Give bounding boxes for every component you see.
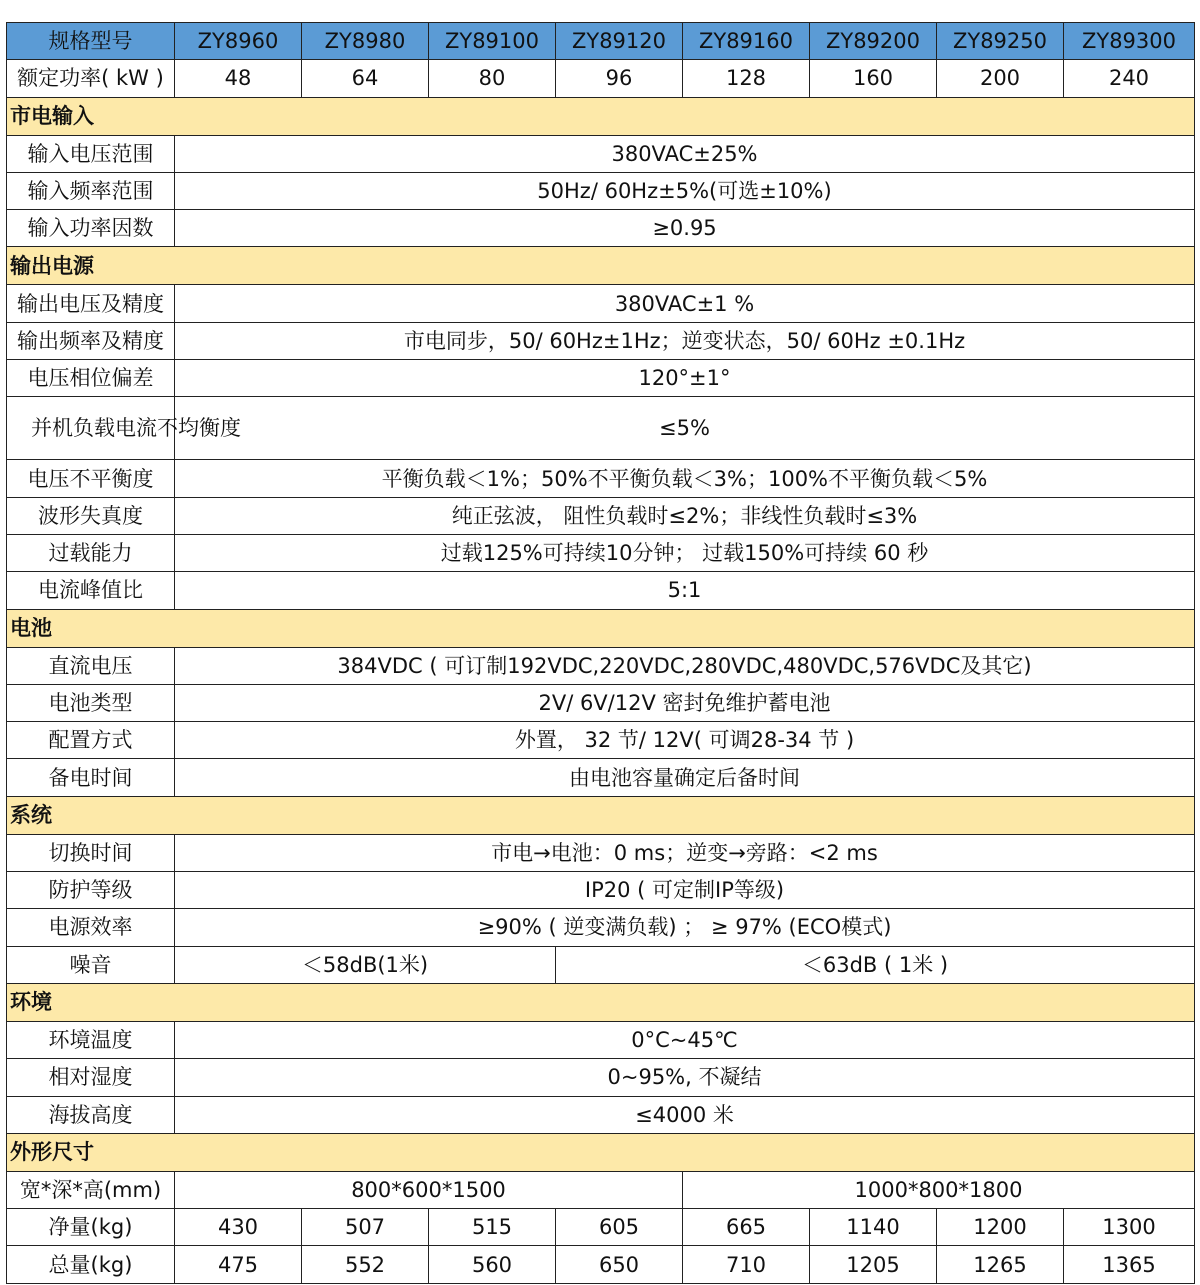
row-label: 相对湿度	[7, 1059, 175, 1096]
table-row	[7, 1059, 1195, 1096]
row-value: 纯正弦波， 阻性负载时≤2%；非线性负载时≤3%	[175, 497, 1195, 534]
weight-value: 515	[429, 1209, 556, 1246]
table-row	[7, 834, 1195, 871]
weight-value: 1365	[1064, 1246, 1195, 1283]
table-row	[7, 1096, 1195, 1133]
power-value: 96	[556, 60, 683, 97]
table-row	[7, 135, 1195, 172]
row-label: 环境温度	[7, 1021, 175, 1058]
row-value: 384VDC ( 可订制192VDC,220VDC,280VDC,480VDC,576VDC及其它)	[175, 647, 1195, 684]
row-value: 市电→电池：0 ms；逆变→旁路：<2 ms	[175, 834, 1195, 871]
row-label: 电压相位偏差	[7, 360, 175, 397]
weight-value: 1265	[937, 1246, 1064, 1283]
net-weight-row	[7, 1209, 1195, 1246]
row-value: 0~95%, 不凝结	[175, 1059, 1195, 1096]
model-header: ZY8980	[302, 23, 429, 60]
weight-value: 650	[556, 1246, 683, 1283]
table-row	[7, 572, 1195, 609]
table-row	[7, 872, 1195, 909]
row-value: 380VAC±1 %	[175, 285, 1195, 322]
row-value: 过载125%可持续10分钟； 过载150%可持续 60 秒	[175, 534, 1195, 571]
row-label: 输出频率及精度	[7, 322, 175, 359]
row-label: 输入电压范围	[7, 135, 175, 172]
weight-value: 552	[302, 1246, 429, 1283]
header-row	[7, 23, 1195, 60]
table-row	[7, 1021, 1195, 1058]
table-row	[7, 210, 1195, 247]
model-header: ZY89100	[429, 23, 556, 60]
table-row	[7, 722, 1195, 759]
row-label: 噪音	[7, 946, 175, 983]
row-value: ≥0.95	[175, 210, 1195, 247]
model-header: ZY89250	[937, 23, 1064, 60]
weight-value: 1300	[1064, 1209, 1195, 1246]
row-value: ≥90% ( 逆变满负载) ； ≥ 97% (ECO模式)	[175, 909, 1195, 946]
table-row	[7, 360, 1195, 397]
weight-value: 665	[683, 1209, 810, 1246]
weight-value: 1200	[937, 1209, 1064, 1246]
row-label: 总量(kg)	[7, 1246, 175, 1283]
row-label: 净量(kg)	[7, 1209, 175, 1246]
model-header: ZY8960	[175, 23, 302, 60]
table-row	[7, 397, 1195, 460]
row-label: 输入频率范围	[7, 172, 175, 209]
section-battery	[7, 609, 1195, 647]
power-value: 80	[429, 60, 556, 97]
rated-power-row	[7, 60, 1195, 97]
row-value: 800*600*1500	[175, 1171, 683, 1208]
model-header: ZY89300	[1064, 23, 1195, 60]
section-input	[7, 97, 1195, 135]
power-value: 200	[937, 60, 1064, 97]
power-value: 48	[175, 60, 302, 97]
section-title: 环境	[7, 983, 1195, 1021]
row-value: IP20 ( 可定制IP等级)	[175, 872, 1195, 909]
weight-value: 507	[302, 1209, 429, 1246]
row-label: 电压不平衡度	[7, 460, 175, 497]
row-value: 由电池容量确定后备时间	[175, 759, 1195, 796]
table-row	[7, 1171, 1195, 1208]
table-row	[7, 460, 1195, 497]
table-row	[7, 285, 1195, 322]
row-label: 输入功率因数	[7, 210, 175, 247]
row-label: 配置方式	[7, 722, 175, 759]
power-value: 64	[302, 60, 429, 97]
row-value: 市电同步，50/ 60Hz±1Hz；逆变状态，50/ 60Hz ±0.1Hz	[175, 322, 1195, 359]
table-row	[7, 684, 1195, 721]
weight-value: 430	[175, 1209, 302, 1246]
section-environment	[7, 983, 1195, 1021]
section-dimensions	[7, 1133, 1195, 1171]
row-label: 额定功率( kW )	[7, 60, 175, 97]
table-row	[7, 909, 1195, 946]
row-value: 50Hz/ 60Hz±5%(可选±10%)	[175, 172, 1195, 209]
spec-table	[6, 22, 1195, 1284]
row-value: 1000*800*1800	[683, 1171, 1195, 1208]
model-header: ZY89200	[810, 23, 937, 60]
row-label: 备电时间	[7, 759, 175, 796]
row-label: 防护等级	[7, 872, 175, 909]
row-value: ≤4000 米	[175, 1096, 1195, 1133]
model-header: ZY89160	[683, 23, 810, 60]
section-title: 外形尺寸	[7, 1133, 1195, 1171]
section-title: 电池	[7, 609, 1195, 647]
table-row	[7, 759, 1195, 796]
table-row	[7, 497, 1195, 534]
row-label: 海拔高度	[7, 1096, 175, 1133]
row-label: 直流电压	[7, 647, 175, 684]
table-row	[7, 946, 1195, 983]
row-value: 120°±1°	[175, 360, 1195, 397]
row-label: 过载能力	[7, 534, 175, 571]
section-title: 输出电源	[7, 247, 1195, 285]
row-value: ＜63dB ( 1米 )	[556, 946, 1195, 983]
power-value: 240	[1064, 60, 1195, 97]
weight-value: 605	[556, 1209, 683, 1246]
power-value: 160	[810, 60, 937, 97]
model-header: ZY89120	[556, 23, 683, 60]
row-value: 5:1	[175, 572, 1195, 609]
row-label: 电池类型	[7, 684, 175, 721]
row-label: 电源效率	[7, 909, 175, 946]
weight-value: 560	[429, 1246, 556, 1283]
row-label: 电流峰值比	[7, 572, 175, 609]
row-label: 切换时间	[7, 834, 175, 871]
table-row	[7, 534, 1195, 571]
row-value: ≤5%	[175, 397, 1195, 460]
row-label: 并机负载电流不均衡度	[7, 397, 175, 460]
row-value: 外置， 32 节/ 12V( 可调28-34 节 )	[175, 722, 1195, 759]
row-value: 2V/ 6V/12V 密封免维护蓄电池	[175, 684, 1195, 721]
weight-value: 1140	[810, 1209, 937, 1246]
row-value: 平衡负载＜1%；50%不平衡负载＜3%；100%不平衡负载＜5%	[175, 460, 1195, 497]
row-value: 380VAC±25%	[175, 135, 1195, 172]
power-value: 128	[683, 60, 810, 97]
gross-weight-row	[7, 1246, 1195, 1283]
row-label: 宽*深*高(mm)	[7, 1171, 175, 1208]
section-system	[7, 796, 1195, 834]
header-label: 规格型号	[7, 23, 175, 60]
section-output	[7, 247, 1195, 285]
row-value: 0°C~45℃	[175, 1021, 1195, 1058]
row-label: 输出电压及精度	[7, 285, 175, 322]
weight-value: 1205	[810, 1246, 937, 1283]
table-row	[7, 647, 1195, 684]
section-title: 系统	[7, 796, 1195, 834]
row-label: 波形失真度	[7, 497, 175, 534]
weight-value: 710	[683, 1246, 810, 1283]
section-title: 市电输入	[7, 97, 1195, 135]
weight-value: 475	[175, 1246, 302, 1283]
table-row	[7, 322, 1195, 359]
table-row	[7, 172, 1195, 209]
row-value: ＜58dB(1米)	[175, 946, 556, 983]
